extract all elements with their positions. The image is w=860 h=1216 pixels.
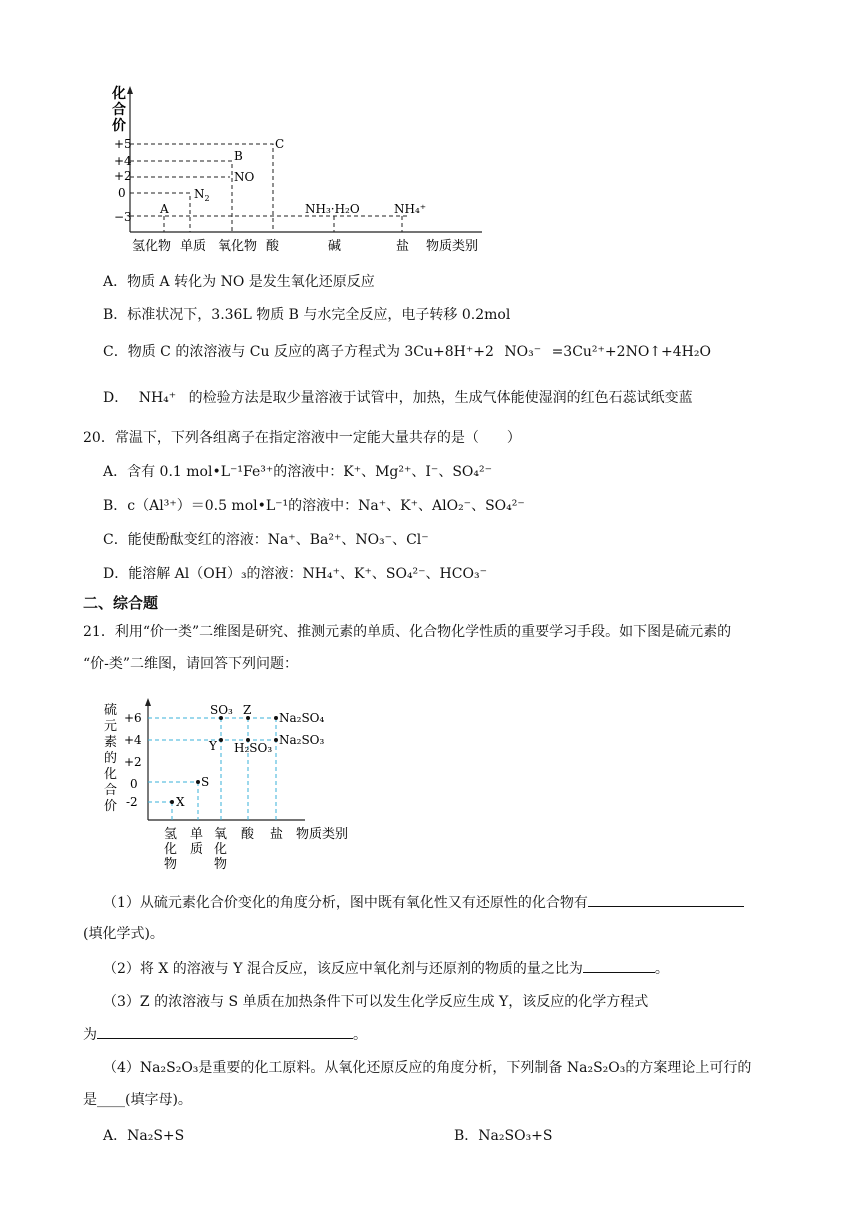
point-Na2SO4	[274, 716, 278, 720]
svg-text:化: 化	[164, 842, 178, 857]
sulfur-valence-class-diagram	[100, 690, 370, 872]
q21-part3: （3）Z 的浓溶液与 S 单质在加热条件下可以发生化学反应生成 Y，该反应的化学方程式	[103, 994, 649, 1010]
x-cat-labels	[164, 826, 348, 872]
q19-option-b: B．标准状况下，3.36L 物质 B 与水完全反应，电子转移 0.2mol	[103, 307, 511, 323]
q21-part4-cont: 是____(填字母)。	[83, 1092, 192, 1108]
svg-text:元: 元	[104, 719, 118, 734]
q21-part3-cont: 为 。	[83, 1024, 367, 1045]
svg-text:质: 质	[190, 842, 204, 857]
svg-text:价: 价	[104, 799, 118, 814]
x-cat: 单	[190, 827, 204, 842]
x-cat: 酸	[266, 239, 280, 254]
q21-part2: （2）将 X 的溶液与 Y 混合反应，该反应中氧化剂与还原剂的物质的量之比为 。	[103, 958, 669, 979]
point-label-base: NH₃·H₂O	[305, 202, 360, 216]
point-label-salt: NH₄⁺	[394, 202, 427, 216]
svg-text:合: 合	[104, 783, 118, 798]
q19-option-a: A．物质 A 转化为 NO 是发生氧化还原反应	[103, 274, 375, 290]
q19-option-c: C．物质 C 的浓溶液与 Cu 反应的离子方程式为 3Cu+8H⁺+2 NO₃⁻ =3Cu²⁺+2NO↑+4H₂O	[103, 344, 711, 360]
x-axis-label: 物质类别	[426, 239, 479, 254]
point-label-C: C	[275, 137, 285, 151]
point-label-Na2SO3: Na₂SO₃	[279, 733, 325, 747]
x-cat: 氢化物	[132, 239, 172, 254]
x-cat: 盐	[270, 827, 284, 842]
answer-blank-2[interactable]	[583, 958, 655, 973]
section-heading: 二、综合题	[83, 594, 159, 612]
point-label-A: A	[160, 202, 169, 216]
q20-option-a: A．含有 0.1 mol•L⁻¹Fe³⁺的溶液中：K⁺、Mg²⁺、I⁻、SO₄²⁻	[103, 464, 492, 480]
x-cat: 盐	[396, 239, 410, 254]
y-axis-label: 化	[112, 86, 126, 102]
y-tick: +2	[124, 755, 142, 769]
y-tick: -2	[126, 795, 138, 809]
q20-option-b: B．c（Al³⁺）＝0.5 mol•L⁻¹的溶液中：Na⁺、K⁺、AlO₂⁻、SO₄²⁻	[103, 498, 525, 514]
point-label-SO3: SO₃	[210, 703, 233, 717]
y-tick: +6	[124, 711, 142, 725]
y-axis-label	[104, 703, 117, 814]
x-axis-label: 物质类别	[296, 827, 349, 842]
point-label-H2SO3: H₂SO₃	[234, 741, 273, 755]
x-cat: 碱	[328, 239, 342, 254]
svg-text:素: 素	[104, 735, 118, 750]
q21-part1: （1）从硫元素化合价变化的角度分析，图中既有氧化性又有还原性的化合物有	[103, 892, 744, 913]
svg-text:物: 物	[214, 857, 228, 872]
x-cat: 氢	[164, 827, 178, 842]
q21-stem-line1: 21．利用“价一类”二维图是研究、推测元素的单质、化合物化学性质的重要学习手段。如下图是硫元素的	[83, 624, 732, 640]
svg-text:物: 物	[164, 857, 178, 872]
q21-part1-cont: (填化学式)。	[83, 926, 164, 942]
q21-part4: （4）Na₂S₂O₃是重要的化工原料。从氧化还原反应的角度分析，下列制备 Na₂S₂O₃的方案理论上可行的	[103, 1060, 752, 1076]
y-tick: +2	[114, 169, 132, 183]
svg-text:合: 合	[112, 102, 126, 118]
svg-text:硫: 硫	[104, 703, 118, 718]
ammonium-ion: NH₄⁺	[138, 390, 177, 406]
point-X	[170, 800, 174, 804]
q19-option-d: D． NH₄⁺ 的检验方法是取少量溶液于试管中，加热，生成气体能使湿润的红色石蕊试纸变蓝	[103, 390, 693, 406]
q20-option-c: C．能使酚酞变红的溶液：Na⁺、Ba²⁺、NO₃⁻、Cl⁻	[103, 532, 429, 548]
y-tick: 0	[118, 186, 126, 200]
point-label-Na2SO4: Na₂SO₄	[279, 711, 325, 725]
point-Y	[219, 738, 223, 742]
point-S	[196, 780, 200, 784]
point-Na2SO3	[274, 738, 278, 742]
point-label-S: S	[201, 775, 210, 789]
x-cat: 氧化物	[218, 239, 258, 254]
point-label-X: X	[176, 795, 185, 809]
point-label-B: B	[234, 149, 243, 163]
y-tick: 0	[130, 777, 138, 791]
x-cat: 单质	[180, 239, 207, 254]
svg-text:化: 化	[104, 767, 118, 782]
nitrogen-valence-class-diagram	[110, 82, 500, 260]
point-label-N2: $N_2$	[194, 187, 210, 203]
point-label-Z: Z	[243, 703, 252, 717]
y-tick-labels	[114, 137, 132, 224]
y-tick: +5	[114, 137, 132, 151]
y-tick-labels	[124, 711, 142, 809]
y-tick: −3	[114, 210, 132, 224]
point-label-NO: NO	[234, 170, 255, 184]
svg-text:的: 的	[104, 751, 118, 766]
svg-text:化: 化	[214, 842, 228, 857]
y-tick: +4	[114, 154, 132, 168]
y-tick: +4	[124, 733, 142, 747]
x-cat: 酸	[241, 827, 255, 842]
q21-stem-line2: “价-类”二维图，请回答下列问题：	[83, 656, 299, 672]
q21-option-a: A．Na₂S+S	[103, 1128, 185, 1144]
answer-blank-1[interactable]	[588, 892, 744, 907]
answer-blank-3[interactable]	[97, 1024, 353, 1039]
q20-stem: 20．常温下，下列各组离子在指定溶液中一定能大量共存的是（ ）	[83, 430, 521, 446]
point-label-Y: Y	[209, 739, 217, 753]
svg-text:价: 价	[112, 118, 126, 134]
x-cat: 氧	[214, 827, 228, 842]
q20-option-d: D．能溶解 Al（OH）₃的溶液：NH₄⁺、K⁺、SO₄²⁻、HCO₃⁻	[103, 566, 487, 582]
nitrate-ion: NO₃⁻	[504, 344, 542, 360]
q21-option-b: B．Na₂SO₃+S	[454, 1128, 553, 1144]
